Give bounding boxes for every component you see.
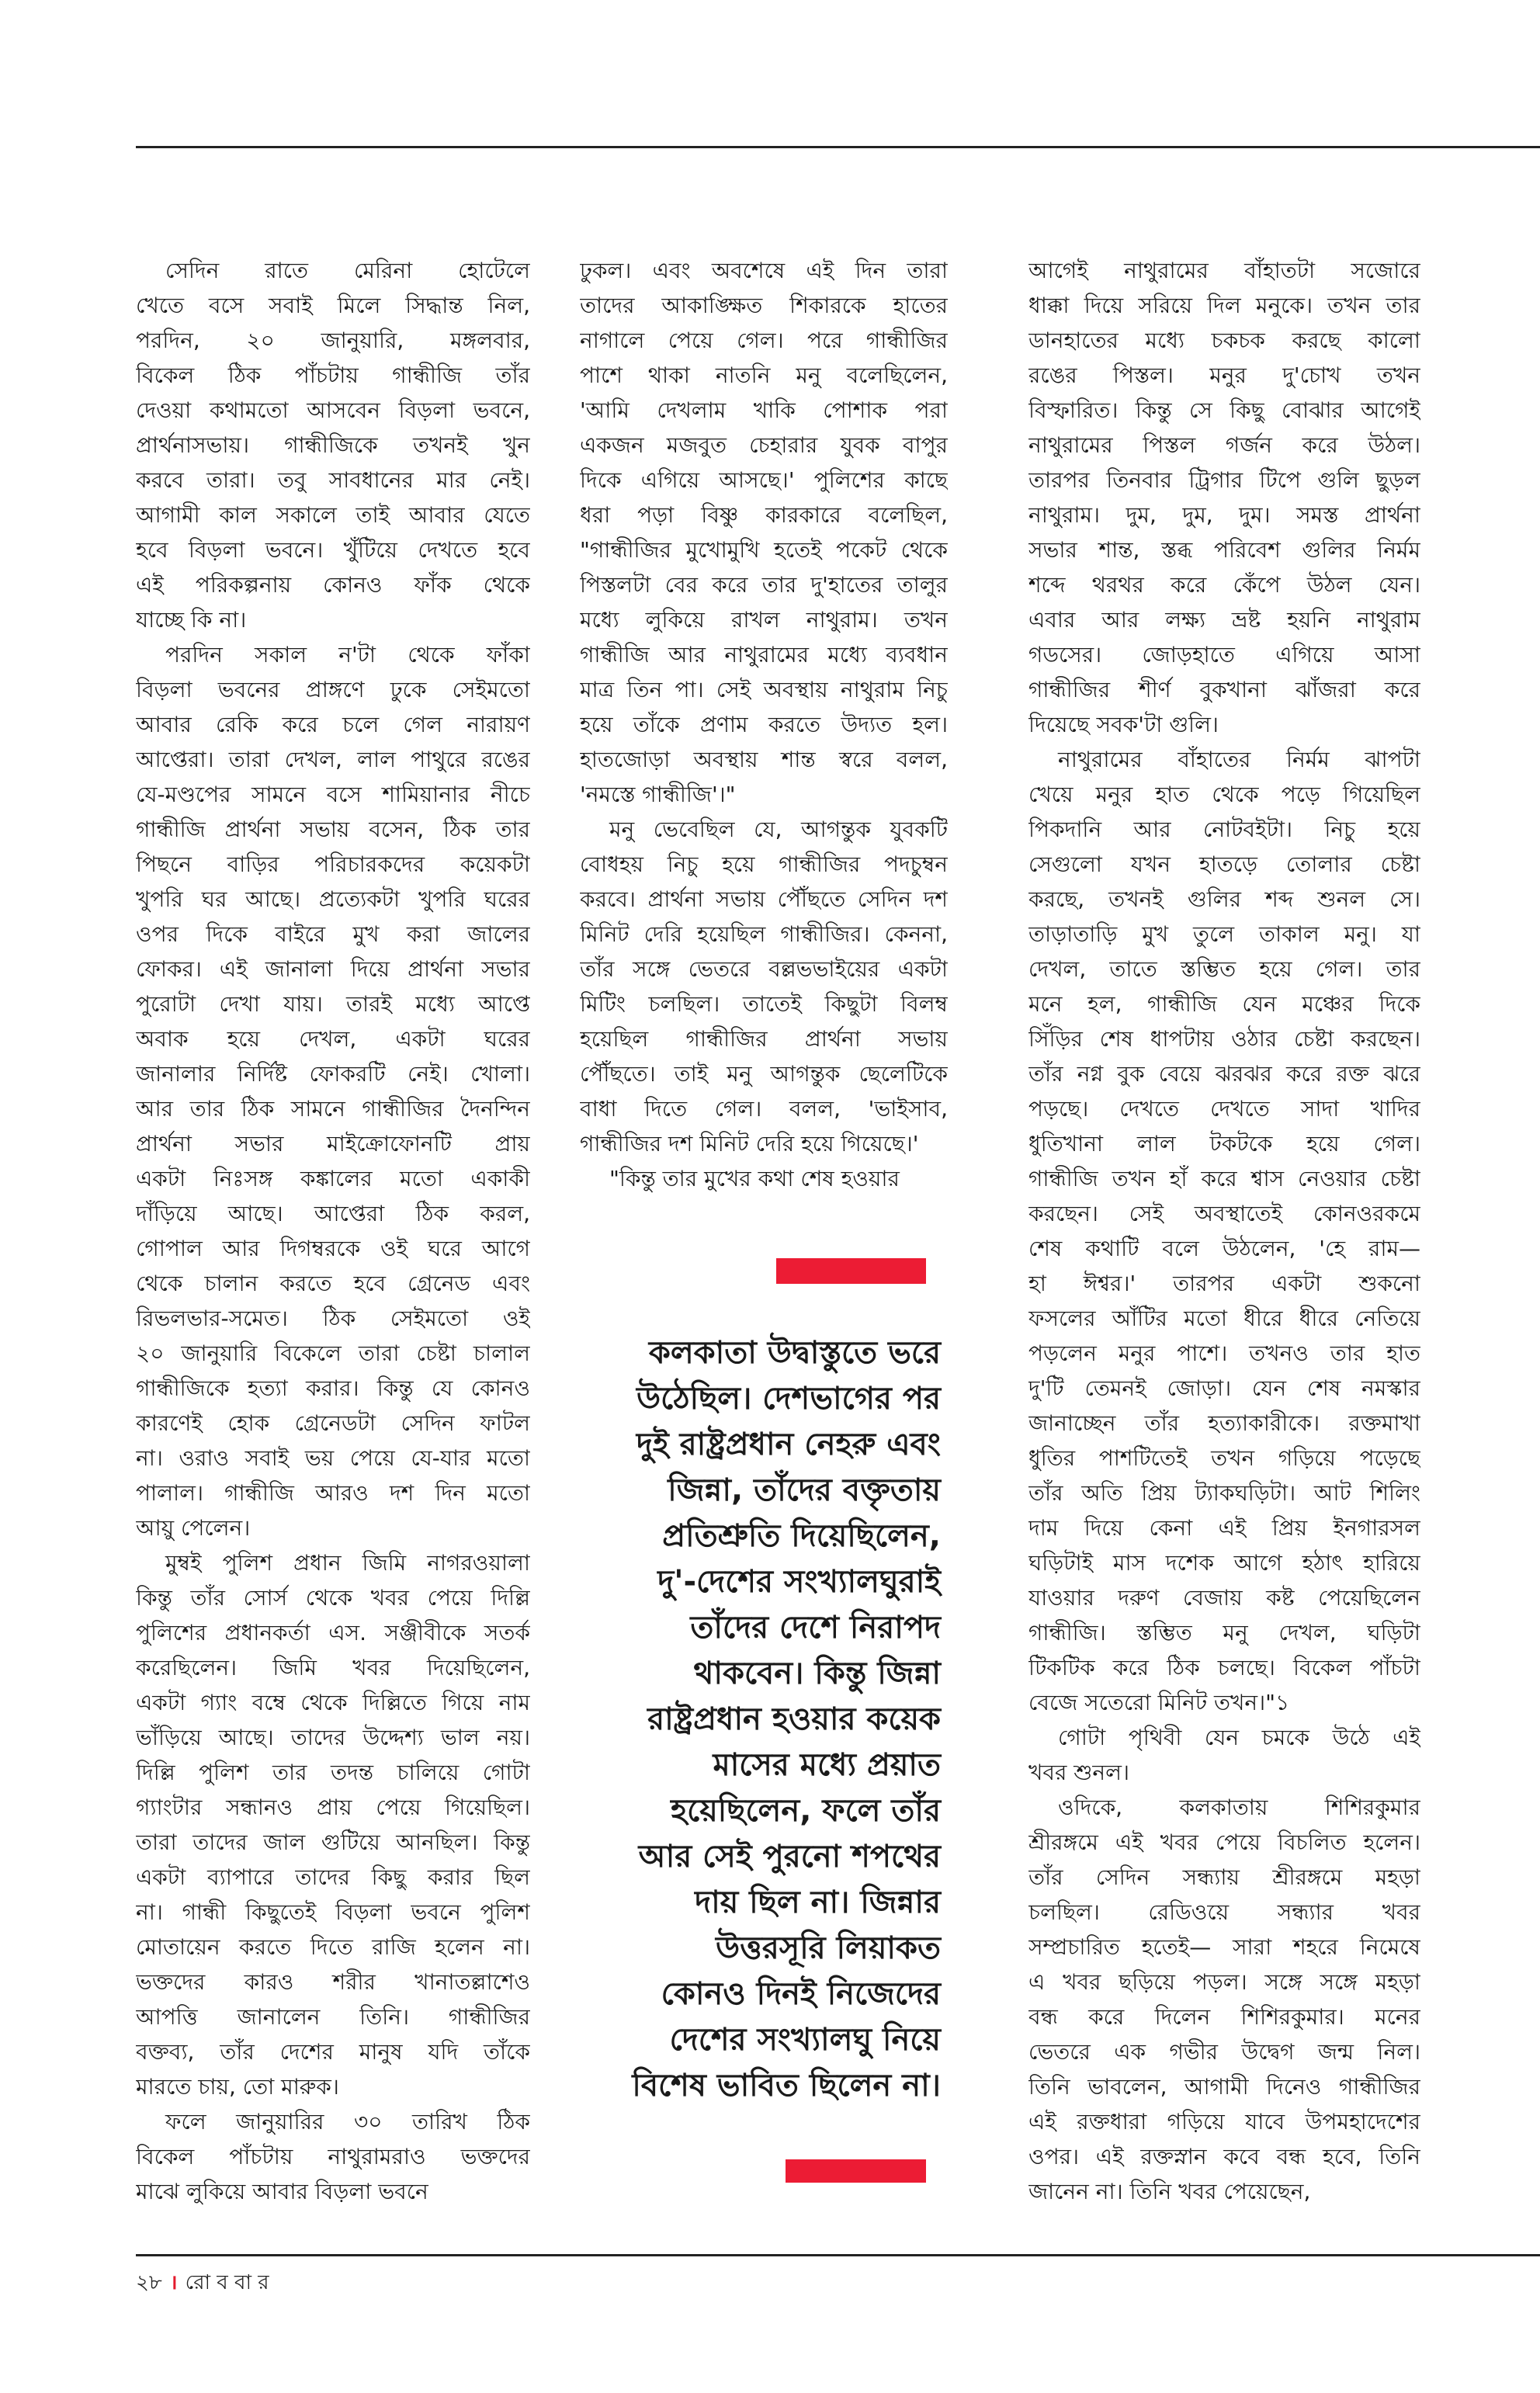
text-line: ফোকর। এই জানালা দিয়ে প্রার্থনা সভার <box>136 956 530 982</box>
text-line: হয়ে তাঁকে প্রণাম করতে উদ্যত হল। <box>580 712 948 737</box>
text-line: আগেই নাথুরামের বাঁহাতটা সজোরে <box>1028 258 1420 283</box>
text-line: হয়েছিল গান্ধীজির প্রার্থনা সভায় <box>580 1026 948 1052</box>
text-line: আর তার ঠিক সামনে গান্ধীজির দৈনন্দিন <box>136 1096 530 1122</box>
text-line: বন্ধ করে দিলেন শিশিরকুমার। মনের <box>1028 2004 1420 2030</box>
text-line: প্রার্থনা সভার মাইক্রোফোনটি প্রায় <box>136 1131 530 1157</box>
text-line: 'নমস্তে গান্ধীজি'।" <box>580 782 736 807</box>
pull-quote-line: দুই রাষ্ট্রপ্রধান নেহরু এবং <box>636 1427 941 1462</box>
text-line: গান্ধীজি আর নাথুরামের মধ্যে ব্যবধান <box>580 642 948 668</box>
text-line: রিভলভার-সমেত। ঠিক সেইমতো ওই <box>136 1306 530 1331</box>
text-line: নাথুরামের পিস্তল গর্জন করে উঠল। <box>1028 432 1420 458</box>
text-line: ওপর। এই রক্তস্নান কবে বন্ধ হবে, তিনি <box>1028 2144 1420 2169</box>
text-line: বিস্ফারিত। কিন্তু সে কিছু বোঝার আগেই <box>1028 397 1420 423</box>
pull-quote-line: বিশেষ ভাবিত ছিলেন না। <box>632 2068 941 2103</box>
text-line: ধুতির পাশটিতেই তখন গড়িয়ে পড়েছে <box>1028 1445 1420 1471</box>
text-line: "কিন্তু তার মুখের কথা শেষ হওয়ার <box>609 1166 900 1191</box>
pull-quote-line: হয়েছিলেন, ফলে তাঁর <box>671 1793 941 1829</box>
text-line: যাচ্ছে কি না। <box>136 607 247 633</box>
pull-quote-line: রাষ্ট্রপ্রধান হওয়ার কয়েক <box>647 1701 941 1737</box>
text-line: যাওয়ার দরুণ বেজায় কষ্ট পেয়েছিলেন <box>1028 1585 1420 1611</box>
text-line: ঘড়িটাই মাস দশেক আগে হঠাৎ হারিয়ে <box>1028 1550 1420 1576</box>
text-line: তাঁর সেদিন সন্ধ্যায় শ্রীরঙ্গমে মহড়া <box>1028 1864 1420 1890</box>
text-line: গোপাল আর দিগম্বরকে ওই ঘরে আগে <box>136 1236 530 1261</box>
text-line: একটা নিঃসঙ্গ কঙ্কালের মতো একাকী <box>136 1166 530 1191</box>
text-line: দাঁড়িয়ে আছে। আপ্তেরা ঠিক করল, <box>136 1201 530 1226</box>
text-line: বিকেল ঠিক পাঁচটায় গান্ধীজি তাঁর <box>136 362 530 388</box>
pull-quote-line: কলকাতা উদ্বাস্তুতে ভরে <box>648 1335 941 1371</box>
top-rule <box>136 146 1540 148</box>
text-line: তাদের আকাঙ্ক্ষিত শিকারকে হাতের <box>580 293 948 318</box>
page-number: ২৮ <box>136 2271 162 2294</box>
text-line: পুলিশের প্রধানকর্তা এস. সঞ্জীবীকে সতর্ক <box>136 1620 530 1646</box>
pull-quote-bottom-bar <box>786 2159 926 2183</box>
pull-quote-line: মাসের মধ্যে প্রয়াত <box>713 1747 941 1783</box>
article-column-1 <box>136 253 530 2209</box>
text-line: হা ঈশ্বর।' তারপর একটা শুকনো <box>1028 1271 1420 1296</box>
text-line: "গান্ধীজির মুখোমুখি হতেই পকেট থেকে <box>580 537 948 563</box>
text-line: হাতজোড়া অবস্থায় শান্ত স্বরে বলল, <box>580 747 948 772</box>
text-line: গান্ধীজির দশ মিনিট দেরি হয়ে গিয়েছে।' <box>580 1131 919 1157</box>
text-line: ধাক্কা দিয়ে সরিয়ে দিল মনুকে। তখন তার <box>1028 293 1420 318</box>
text-line: একটা গ্যাং বম্বে থেকে দিল্লিতে গিয়ে নাম <box>136 1690 530 1715</box>
text-line: বিড়লা ভবনের প্রাঙ্গণে ঢুকে সেইমতো <box>136 677 530 702</box>
text-line: গোটা পৃথিবী যেন চমকে উঠে এই <box>1058 1725 1420 1750</box>
text-line: না। গান্ধী কিছুতেই বিড়লা ভবনে পুলিশ <box>136 1899 530 1925</box>
text-line: দিয়েছে সবক'টা গুলি। <box>1028 712 1219 737</box>
text-line: পুরোটা দেখা যায়। তারই মধ্যে আপ্তে <box>136 991 530 1017</box>
text-line: ঢুকল। এবং অবশেষে এই দিন তারা <box>580 258 948 283</box>
text-line: দাম দিয়ে কেনা এই প্রিয় ইনগারসল <box>1028 1515 1420 1541</box>
text-line: আপ্তেরা। তারা দেখল, লাল পাথুরে রঙের <box>136 747 530 772</box>
text-line: মোতায়েন করতে দিতে রাজি হলেন না। <box>136 1934 530 1960</box>
pull-quote-line: জিন্না, তাঁদের বক্তৃতায় <box>668 1472 941 1508</box>
article-column-3 <box>1028 253 1420 2209</box>
text-line: পাশে থাকা নাতনি মনু বলেছিলেন, <box>580 362 948 388</box>
text-line: গান্ধীজির শীর্ণ বুকখানা ঝাঁজরা করে <box>1028 677 1420 702</box>
text-line: তিনি ভাবলেন, আগামী দিনেও গান্ধীজির <box>1028 2074 1420 2100</box>
text-line: শ্রীরঙ্গমে এই খবর পেয়ে বিচলিত হলেন। <box>1028 1829 1420 1855</box>
text-line: অবাক হয়ে দেখল, একটা ঘরের <box>136 1026 530 1052</box>
text-line: পিকদানি আর নোটবইটা। নিচু হয়ে <box>1028 817 1420 842</box>
text-line: নাথুরাম। দুম, দুম, দুম। সমস্ত প্রার্থনা <box>1028 502 1420 528</box>
text-line: খেয়ে মনুর হাত থেকে পড়ে গিয়েছিল <box>1028 782 1420 807</box>
text-line: ফসলের আঁটির মতো ধীরে ধীরে নেতিয়ে <box>1028 1306 1420 1331</box>
pull-quote-line: আর সেই পুরনো শপথের <box>638 1839 941 1875</box>
text-line: পরদিন সকাল ন'টা থেকে ফাঁকা <box>165 642 530 668</box>
text-line: বাধা দিতে গেল। বলল, 'ভাইসাব, <box>580 1096 948 1122</box>
article-column-2 <box>580 253 948 1196</box>
text-line: বক্তব্য, তাঁর দেশের মানুষ যদি তাঁকে <box>136 2039 530 2065</box>
text-line: আপত্তি জানালেন তিনি। গান্ধীজির <box>136 2004 530 2030</box>
text-line: 'আমি দেখলাম খাকি পোশাক পরা <box>580 397 948 423</box>
text-line: করছে, তখনই গুলির শব্দ শুনল সে। <box>1028 886 1420 912</box>
pull-quote-line: কোনও দিনই নিজেদের <box>661 1976 941 2012</box>
text-line: পিস্তলটা বের করে তার দু'হাতের তালুর <box>580 572 948 598</box>
text-line: পালাল। গান্ধীজি আরও দশ দিন মতো <box>136 1480 530 1506</box>
text-line: মধ্যে লুকিয়ে রাখল নাথুরাম। তখন <box>580 607 948 633</box>
text-line: সিঁড়ির শেষ ধাপটায় ওঠার চেষ্টা করছেন। <box>1028 1026 1420 1052</box>
text-line: রঙের পিস্তল। মনুর দু'চোখ তখন <box>1028 362 1420 388</box>
magazine-name: রো ব বা র <box>185 2271 269 2294</box>
text-line: বেজে সতেরো মিনিট তখন।"১ <box>1028 1690 1290 1715</box>
text-line: ভাঁড়িয়ে আছে। তাদের উদ্দেশ্য ভাল নয়। <box>136 1725 530 1750</box>
text-line: ভক্তদের কারও শরীর খানাতল্লাশেও <box>136 1969 530 1995</box>
text-line: এবার আর লক্ষ্য ভ্রষ্ট হয়নি নাথুরাম <box>1028 607 1420 633</box>
text-line: এই পরিকল্পনায় কোনও ফাঁক থেকে <box>136 572 530 598</box>
text-line: বিকেল পাঁচটায় নাথুরামরাও ভক্তদের <box>136 2144 530 2169</box>
pull-quote-line: উঠেছিল। দেশভাগের পর <box>636 1381 941 1417</box>
text-line: কিন্তু তাঁর সোর্স থেকে খবর পেয়ে দিল্লি <box>136 1585 530 1611</box>
text-line: সেগুলো যখন হাতড়ে তোলার চেষ্টা <box>1028 851 1420 877</box>
text-line: টিকটিক করে ঠিক চলছে। বিকেল পাঁচটা <box>1028 1655 1420 1680</box>
text-line: গ্যাংটার সন্ধানও প্রায় পেয়ে গিয়েছিল। <box>136 1795 530 1820</box>
bottom-rule <box>136 2254 1540 2256</box>
text-line: না। ওরাও সবাই ভয় পেয়ে যে-যার মতো <box>136 1445 530 1471</box>
text-line: দিকে এগিয়ে আসছে।' পুলিশের কাছে <box>580 467 948 493</box>
text-line: বোধহয় নিচু হয়ে গান্ধীজির পদচুম্বন <box>580 851 948 877</box>
text-line: মাত্র তিন পা। সেই অবস্থায় নাথুরাম নিচু <box>580 677 948 702</box>
pull-quote-line: উত্তরসূরি লিয়াকত <box>716 1930 941 1966</box>
text-line: তাঁর অতি প্রিয় ট্যাকঘড়িটা। আট শিলিং <box>1028 1480 1420 1506</box>
text-line: পড়ছে। দেখতে দেখতে সাদা খাদির <box>1028 1096 1420 1122</box>
text-line: মুম্বই পুলিশ প্রধান জিমি নাগরওয়ালা <box>165 1550 530 1576</box>
text-line: দিল্লি পুলিশ তার তদন্ত চালিয়ে গোটা <box>136 1760 530 1785</box>
text-line: প্রার্থনাসভায়। গান্ধীজিকে তখনই খুন <box>136 432 530 458</box>
text-line: করছেন। সেই অবস্থাতেই কোনওরকমে <box>1028 1201 1420 1226</box>
text-line: নাথুরামের বাঁহাতের নির্মম ঝাপটা <box>1058 747 1420 772</box>
text-line: দেখল, তাতে স্তম্ভিত হয়ে গেল। তার <box>1028 956 1420 982</box>
text-line: তাঁর নগ্ন বুক বেয়ে ঝরঝর করে রক্ত ঝরে <box>1028 1061 1420 1087</box>
text-line: মিটিং চলছিল। তাতেই কিছুটা বিলম্ব <box>580 991 948 1017</box>
text-line: শব্দে থরথর করে কেঁপে উঠল যেন। <box>1028 572 1420 598</box>
pull-quote-line: প্রতিশ্রুতি দিয়েছিলেন, <box>662 1518 941 1554</box>
text-line: মনু ভেবেছিল যে, আগন্তুক যুবকটি <box>609 817 948 842</box>
text-line: একজন মজবুত চেহারার যুবক বাপুর <box>580 432 948 458</box>
text-line: নাগালে পেয়ে গেল। পরে গান্ধীজির <box>580 328 948 353</box>
text-line: একটা ব্যাপারে তাদের কিছু করার ছিল <box>136 1864 530 1890</box>
text-line: গান্ধীজি। স্তম্ভিত মনু দেখল, ঘড়িটা <box>1028 1620 1420 1646</box>
text-line: সেদিন রাতে মেরিনা হোটেলে <box>165 258 530 283</box>
text-line: গডসের। জোড়হাতে এগিয়ে আসা <box>1028 642 1420 668</box>
text-line: তারা তাদের জাল গুটিয়ে আনছিল। কিন্তু <box>136 1829 530 1855</box>
pull-quote-line: থাকবেন। কিন্তু জিন্না <box>693 1656 941 1691</box>
text-line: তাড়াতাড়ি মুখ তুলে তাকাল মনু। যা <box>1028 921 1420 947</box>
text-line: ২০ জানুয়ারি বিকেলে তারা চেষ্টা চালাল <box>136 1340 530 1366</box>
pull-quote-line: দায় ছিল না। জিন্নার <box>695 1885 941 1920</box>
text-line: দু'টি তেমনই জোড়া। যেন শেষ নমস্কার <box>1028 1375 1420 1401</box>
footer-separator: । <box>169 2271 178 2294</box>
text-line: গান্ধীজি তখন হাঁ করে শ্বাস নেওয়ার চেষ্টা <box>1028 1166 1420 1191</box>
text-line: সভার শান্ত, স্তব্ধ পরিবেশ গুলির নির্মম <box>1028 537 1420 563</box>
text-line: মনে হল, গান্ধীজি যেন মঞ্চের দিকে <box>1028 991 1420 1017</box>
text-line: সম্প্রচারিত হতেই— সারা শহরে নিমেষে <box>1028 1934 1420 1960</box>
text-line: পিছনে বাড়ির পরিচারকদের কয়েকটা <box>136 851 530 877</box>
page-footer <box>136 2266 269 2301</box>
text-line: থেকে চালান করতে হবে গ্রেনেড এবং <box>136 1271 530 1296</box>
pull-quote <box>591 1330 941 2109</box>
text-line: আয়ু পেলেন। <box>136 1515 251 1541</box>
text-line: খবর শুনল। <box>1028 1760 1129 1785</box>
text-line: জানাচ্ছেন তাঁর হত্যাকারীকে। রক্তমাখা <box>1028 1410 1420 1436</box>
text-line: পৌঁছতে। তাই মনু আগন্তুক ছেলেটিকে <box>580 1061 948 1087</box>
text-line: শেষ কথাটি বলে উঠলেন, 'হে রাম— <box>1028 1236 1420 1261</box>
text-line: কারণেই হোক গ্রেনেডটা সেদিন ফাটল <box>136 1410 530 1436</box>
text-line: মারতে চায়, তো মারুক। <box>136 2074 339 2100</box>
text-line: আবার রেকি করে চলে গেল নারায়ণ <box>136 712 530 737</box>
pull-quote-top-bar <box>776 1258 926 1284</box>
pull-quote-line: দু'-দেশের সংখ্যালঘুরাই <box>657 1564 941 1600</box>
text-line: দেওয়া কথামতো আসবেন বিড়লা ভবনে, <box>136 397 530 423</box>
text-line: ধুতিখানা লাল টকটকে হয়ে গেল। <box>1028 1131 1420 1157</box>
text-line: খেতে বসে সবাই মিলে সিদ্ধান্ত নিল, <box>136 293 530 318</box>
text-line: তাঁর সঙ্গে ভেতরে বল্লভভাইয়ের একটা <box>580 956 948 982</box>
text-line: পড়লেন মনুর পাশে। তখনও তার হাত <box>1028 1340 1420 1366</box>
text-line: এ খবর ছড়িয়ে পড়ল। সঙ্গে সঙ্গে মহড়া <box>1028 1969 1420 1995</box>
text-line: জানেন না। তিনি খবর পেয়েছেন, <box>1028 2179 1311 2204</box>
text-line: করবে তারা। তবু সাবধানের মার নেই। <box>136 467 530 493</box>
text-line: পরদিন, ২০ জানুয়ারি, মঙ্গলবার, <box>136 328 530 353</box>
text-line: ওদিকে, কলকাতায় শিশিরকুমার <box>1058 1795 1420 1820</box>
text-line: গান্ধীজিকে হত্যা করার। কিন্তু যে কোনও <box>136 1375 530 1401</box>
text-line: জানালার নির্দিষ্ট ফোকরটি নেই। খোলা। <box>136 1061 530 1087</box>
text-line: মিনিট দেরি হয়েছিল গান্ধীজির। কেননা, <box>580 921 948 947</box>
text-line: করবে। প্রার্থনা সভায় পৌঁছতে সেদিন দশ <box>580 886 948 912</box>
pull-quote-line: দেশের সংখ্যালঘু নিয়ে <box>669 2022 941 2058</box>
text-line: খুপরি ঘর আছে। প্রত্যেকটা খুপরি ঘরের <box>136 886 530 912</box>
text-line: ওপর দিকে বাইরে মুখ করা জালের <box>136 921 530 947</box>
text-line: চলছিল। রেডিওয়ে সন্ধ্যার খবর <box>1028 1899 1420 1925</box>
text-line: যে-মণ্ডপের সামনে বসে শামিয়ানার নীচে <box>136 782 530 807</box>
text-line: ভেতরে এক গভীর উদ্বেগ জন্ম নিল। <box>1028 2039 1420 2065</box>
text-line: করেছিলেন। জিমি খবর দিয়েছিলেন, <box>136 1655 530 1680</box>
text-line: ডানহাতের মধ্যে চকচক করছে কালো <box>1028 328 1420 353</box>
text-line: এই রক্তধারা গড়িয়ে যাবে উপমহাদেশের <box>1028 2109 1420 2135</box>
pull-quote-line: তাঁদের দেশে নিরাপদ <box>690 1610 941 1646</box>
text-line: আগামী কাল সকালে তাই আবার যেতে <box>136 502 530 528</box>
text-line: গান্ধীজি প্রার্থনা সভায় বসেন, ঠিক তার <box>136 817 530 842</box>
text-line: মাঝে লুকিয়ে আবার বিড়লা ভবনে <box>136 2179 428 2204</box>
text-line: ধরা পড়া বিষ্ণু কারকারে বলেছিল, <box>580 502 948 528</box>
text-line: ফলে জানুয়ারির ৩০ তারিখ ঠিক <box>165 2109 530 2135</box>
text-line: তারপর তিনবার ট্রিগার টিপে গুলি ছুড়ল <box>1028 467 1420 493</box>
text-line: হবে বিড়লা ভবনে। খুঁটিয়ে দেখতে হবে <box>136 537 530 563</box>
